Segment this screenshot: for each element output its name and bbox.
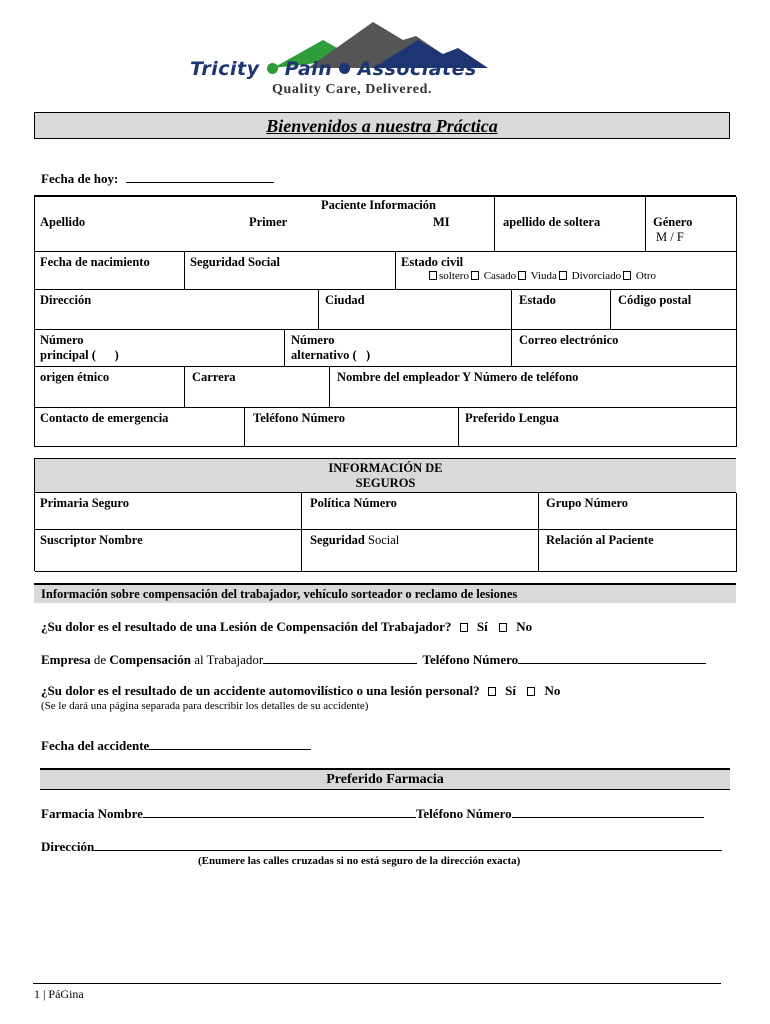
civil-soltero: soltero (439, 270, 469, 282)
farmacia-direccion-field[interactable] (94, 838, 722, 851)
num-principal-field[interactable]: principal ( ) (40, 348, 119, 362)
insurance-table (34, 458, 736, 571)
farmacia-telefono-field[interactable] (512, 805, 704, 818)
num-alt-field[interactable]: alternativo ( ) (291, 348, 371, 362)
farmacia-nombre-field[interactable] (143, 805, 416, 818)
codigo-postal-label[interactable]: Código postal (618, 293, 692, 307)
lengua-label[interactable]: Preferido Lengua (465, 411, 559, 425)
checkbox-icon[interactable] (623, 271, 631, 280)
pharmacy-header: Preferido Farmacia (326, 772, 444, 787)
footer-rule (33, 983, 721, 984)
seguridad-label[interactable]: Seguridad Social (190, 255, 280, 269)
q2-si: Sí (505, 683, 517, 698)
empresa-b1: Empresa (41, 652, 91, 667)
telefono-label[interactable]: Teléfono Número (253, 411, 346, 425)
empresa-n2: al Trabajador (191, 652, 264, 667)
primer-label[interactable]: Primer (249, 215, 288, 229)
empresa-field[interactable] (263, 651, 417, 664)
direccion-label[interactable]: Dirección (40, 293, 92, 307)
checkbox-icon[interactable] (518, 271, 526, 280)
insurance-header (35, 459, 736, 493)
checkbox-icon[interactable] (471, 271, 479, 280)
relacion-label[interactable]: Relación al Paciente (546, 533, 654, 547)
page-number: 1 | PáGina (34, 987, 84, 1001)
workers-q2: ¿Su dolor es el resultado de un accidente automovilístico o una lesión personal? (41, 683, 480, 698)
seguridad-bold: Seguridad (310, 533, 365, 547)
civil-viuda: Viuda (530, 270, 557, 282)
workers-note: (Se le dará una página separada para describir los detalles de su accidente) (41, 700, 369, 712)
workers-q1: ¿Su dolor es el resultado de una Lesión de Compensación del Trabajador? (41, 619, 452, 634)
logo-dot-icon (267, 63, 278, 74)
origen-label[interactable]: origen étnico (40, 370, 110, 384)
logo-word-associates: Associates (357, 58, 477, 80)
num-principal-label: Número (40, 333, 84, 347)
estado-label[interactable]: Estado (519, 293, 556, 307)
num-alt-label: Número (291, 333, 335, 347)
pharmacy-note: (Enumere las calles cruzadas si no está seguro de la dirección exacta) (198, 855, 521, 867)
patient-table (34, 195, 736, 447)
carrera-label[interactable]: Carrera (192, 370, 236, 384)
primaria-label[interactable]: Primaria Seguro (40, 496, 129, 510)
checkbox-icon[interactable] (460, 623, 468, 632)
fecha-nac-label[interactable]: Fecha de nacimiento (40, 255, 150, 269)
grupo-label[interactable]: Grupo Número (546, 496, 629, 510)
estado-civil-label: Estado civil (401, 255, 464, 269)
civil-casado: Casado (483, 270, 517, 282)
fecha-hoy-field[interactable] (126, 170, 274, 183)
pharmacy-header-bar (40, 768, 730, 790)
politica-label[interactable]: Política Número (310, 496, 397, 510)
checkbox-icon[interactable] (429, 271, 437, 280)
genero-label: Género (653, 215, 693, 229)
page-title-bar (34, 112, 730, 139)
workers-header-bar (34, 583, 736, 603)
workers-header: Información sobre compensación del trabajador, vehículo sorteador o reclamo de lesiones (41, 587, 518, 601)
mi-label[interactable]: MI (433, 215, 450, 229)
genero-options[interactable]: M / F (656, 230, 684, 244)
q1-si: Sí (476, 619, 488, 634)
logo-tagline: Quality Care, Delivered. (272, 82, 433, 97)
logo-word-tricity: Tricity (190, 58, 260, 80)
correo-label[interactable]: Correo electrónico (519, 333, 619, 347)
logo-dot-icon-2 (339, 63, 350, 74)
fecha-hoy-label: Fecha de hoy: (41, 171, 119, 186)
logo (188, 18, 568, 100)
page-title: Bienvenidos a nuestra Práctica (266, 116, 498, 136)
civil-divorciado: Divorciado (571, 270, 622, 282)
workers-telefono-label: Teléfono Número (422, 652, 519, 667)
farmacia-telefono-label: Teléfono Número (415, 806, 512, 821)
fecha-accidente-field[interactable] (149, 737, 311, 750)
insurance-header-2: SEGUROS (355, 476, 416, 490)
logo-word-pain: Pain (284, 58, 333, 80)
empresa-n1: de (90, 652, 110, 667)
farmacia-direccion-label: Dirección (41, 839, 95, 854)
checkbox-icon[interactable] (488, 687, 496, 696)
ciudad-label[interactable]: Ciudad (325, 293, 365, 307)
contacto-label[interactable]: Contacto de emergencia (40, 411, 169, 425)
empresa-b2: Compensación (109, 652, 192, 667)
fecha-accidente-label: Fecha del accidente (41, 738, 150, 753)
empleador-label[interactable]: Nombre del empleador Y Número de teléfono (337, 370, 579, 384)
workers-telefono-field[interactable] (518, 651, 706, 664)
patient-header: Paciente Información (321, 198, 436, 212)
checkbox-icon[interactable] (527, 687, 535, 696)
seguridad-normal[interactable]: Social (364, 533, 400, 547)
farmacia-nombre-label: Farmacia Nombre (41, 806, 143, 821)
checkbox-icon[interactable] (559, 271, 567, 280)
suscriptor-label[interactable]: Suscriptor Nombre (40, 533, 143, 547)
checkbox-icon[interactable] (499, 623, 507, 632)
civil-options (401, 269, 736, 284)
insurance-header-1: INFORMACIÓN DE (328, 461, 443, 475)
soltera-label[interactable]: apellido de soltera (503, 215, 601, 229)
apellido-label[interactable]: Apellido (40, 215, 86, 229)
q1-no: No (516, 619, 533, 634)
civil-otro: Otro (635, 270, 657, 282)
q2-no: No (544, 683, 561, 698)
